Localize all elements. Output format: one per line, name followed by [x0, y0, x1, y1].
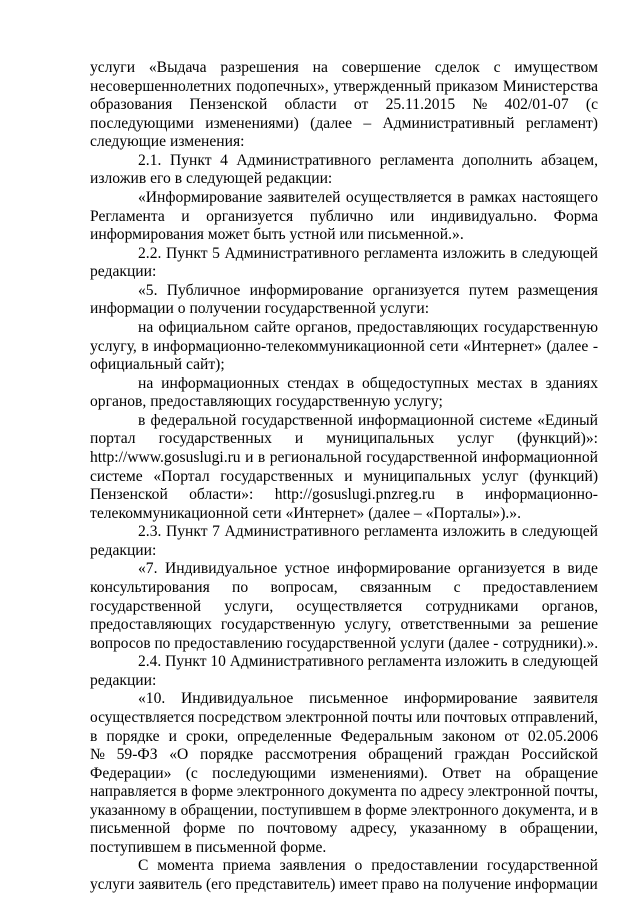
text-line: органов, предоставляющих государственную услугу; [90, 393, 443, 411]
text-line: Федерации» (с последующими изменениями). Ответ на обращение [90, 764, 599, 782]
text-line: телекоммуникационной сети «Интернет» (далее – «Порталы»).». [90, 504, 521, 522]
text-line: 2.4. Пункт 10 Административного регламента изложить в следующей [138, 653, 599, 671]
text-line: № 59-ФЗ «О порядке рассмотрения обращений граждан Российской [90, 746, 598, 763]
text-line: вопросов по предоставлению государственной услуги (далее - сотрудники).». [90, 634, 599, 652]
text-line: поступившем в письменной форме. [90, 838, 327, 856]
text-line: консультирования по вопросам, связанным с предоставлением [90, 578, 599, 596]
text-line: «5. Публичное информирование организуется путем размещения [138, 281, 598, 299]
text-line: услугу, в информационно-телекоммуникационной сети «Интернет» (далее - [90, 337, 599, 355]
text-line: 2.2. Пункт 5 Административного регламента изложить в следующей [138, 244, 598, 262]
text-line: редакции: [90, 671, 157, 689]
text-line: информации о получении государственной услуги: [90, 300, 430, 318]
text-line: Регламента и организуется публично или индивидуально. Форма [90, 207, 598, 225]
text-line: в порядке и сроки, определенные Федеральным законом от 02.05.2006 [90, 727, 599, 745]
text-line: портал государственных и муниципальных услуг (функций)»: [90, 430, 598, 448]
text-line: осуществляется посредством электронной почты или почтовых отправлений, [90, 708, 598, 726]
text-line: официальный сайт); [90, 356, 225, 374]
text-line: С момента приема заявления о предоставлении государственной [138, 857, 598, 875]
text-line: государственной услуги, осуществляется сотрудниками органов, [90, 597, 599, 615]
text-line: системе «Портал государственных и муниципальных услуг (функций) [90, 467, 599, 485]
text-line: «7. Индивидуальное устное информирование организуется в виде [138, 560, 598, 578]
text-line: следующие изменения: [90, 133, 245, 151]
text-line: Пензенской области»: http://gosuslugi.pnzreg.ru в информационно- [90, 486, 598, 504]
text-line: редакции: [90, 541, 157, 559]
text-line: письменной форме по почтовому адресу, указанному в обращении, [90, 820, 599, 838]
text-line: изложив его в следующей редакции: [90, 170, 333, 188]
text-line: в федеральной государственной информационной системе «Единый [138, 411, 598, 429]
text-line: на официальном сайте органов, предоставляющих государственную [138, 319, 599, 336]
text-line: предоставляющих государственную услугу, ответственными за решение [90, 616, 598, 633]
text-line: информирования может быть устной или письменной.». [90, 226, 464, 244]
text-line: услуги «Выдача разрешения на совершение сделок с имуществом [90, 59, 599, 76]
text-line: образования Пензенской области от 25.11.2015 № 402/01-07 (с [90, 96, 599, 114]
text-line: указанному в обращении, поступившем в форме электронного документа, и в [90, 801, 598, 819]
text-line: последующими изменениями) (далее – Административный регламент) [90, 114, 598, 132]
text-line: направляется в форме электронного документа по адресу электронной почты, [90, 783, 599, 801]
text-line: http://www.gosuslugi.ru и в региональной государственной информационной [90, 448, 598, 466]
text-line: услуги заявитель (его представитель) имеет право на получение информации [90, 876, 598, 893]
text-line: несовершеннолетних подопечных», утвержденный приказом Министерства [90, 77, 599, 95]
text-line: «10. Индивидуальное письменное информирование заявителя [138, 690, 598, 708]
text-line: на информационных стендах в общедоступных местах в зданиях [138, 374, 599, 392]
text-line: «Информирование заявителей осуществляется в рамках настоящего [138, 189, 598, 206]
text-line: 2.1. Пункт 4 Административного регламента дополнить абзацем, [138, 151, 598, 169]
text-line: редакции: [90, 263, 157, 281]
text-line: 2.3. Пункт 7 Административного регламента изложить в следующей [138, 523, 598, 541]
